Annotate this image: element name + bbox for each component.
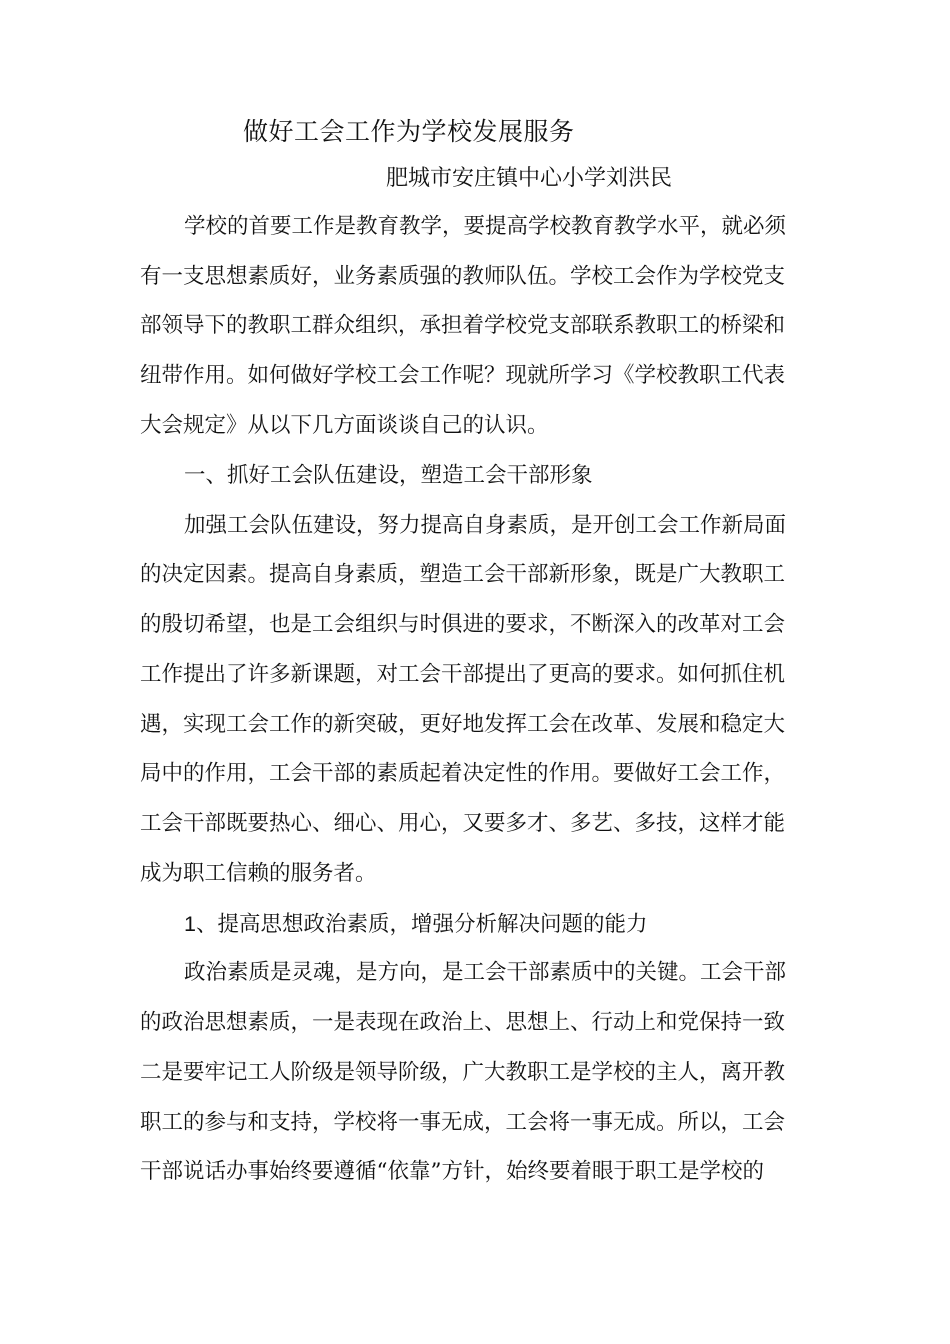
paragraph-line: 大会规定》从以下几方面谈谈自己的认识。: [140, 413, 549, 438]
paragraph-line: 遇，实现工会工作的新突破，更好地发挥工会在改革、发展和稳定大: [140, 712, 786, 737]
paragraph-line: 干部说话办事始终要遵循“依靠”方针，始终要着眼于职工是学校的: [140, 1159, 764, 1184]
paragraph-line: 政治素质是灵魂，是方向，是工会干部素质中的关键。工会干部: [184, 960, 787, 985]
paragraph-line: 工作提出了许多新课题，对工会干部提出了更高的要求。如何抓住机: [140, 662, 786, 687]
paragraph-line: 的决定因素。提高自身素质，塑造工会干部新形象，既是广大教职工: [140, 562, 786, 587]
document-author: 肥城市安庄镇中心小学刘洪民: [386, 166, 673, 191]
paragraph-line: 工会干部既要热心、细心、用心，又要多才、多艺、多技，这样才能: [140, 811, 786, 836]
paragraph-line: 成为职工信赖的服务者。: [140, 861, 377, 886]
subsection-heading: 1、提高思想政治素质，增强分析解决问题的能力: [184, 912, 648, 936]
paragraph-line: 部领导下的教职工群众组织，承担着学校党支部联系教职工的桥梁和: [140, 313, 786, 338]
paragraph-line: 职工的参与和支持，学校将一事无成，工会将一事无成。所以，工会: [140, 1110, 786, 1135]
paragraph-line: 有一支思想素质好，业务素质强的教师队伍。学校工会作为学校党支: [140, 264, 786, 289]
document-title: 做好工会工作为学校发展服务: [243, 117, 575, 146]
paragraph-line: 加强工会队伍建设，努力提高自身素质，是开创工会工作新局面: [184, 513, 787, 538]
paragraph-line: 二是要牢记工人阶级是领导阶级，广大教职工是学校的主人，离开教: [140, 1060, 786, 1085]
paragraph-line: 局中的作用，工会干部的素质起着决定性的作用。要做好工会工作，: [140, 761, 786, 786]
paragraph-line: 的殷切希望，也是工会组织与时俱进的要求，不断深入的改革对工会: [140, 612, 786, 637]
paragraph-line: 学校的首要工作是教育教学，要提高学校教育教学水平，就必须: [184, 214, 787, 239]
paragraph-line: 纽带作用。如何做好学校工会工作呢？现就所学习《学校教职工代表: [140, 363, 786, 388]
section-heading: 一、抓好工会队伍建设，塑造工会干部形象: [184, 463, 593, 488]
paragraph-line: 的政治思想素质，一是表现在政治上、思想上、行动上和党保持一致: [140, 1010, 786, 1035]
